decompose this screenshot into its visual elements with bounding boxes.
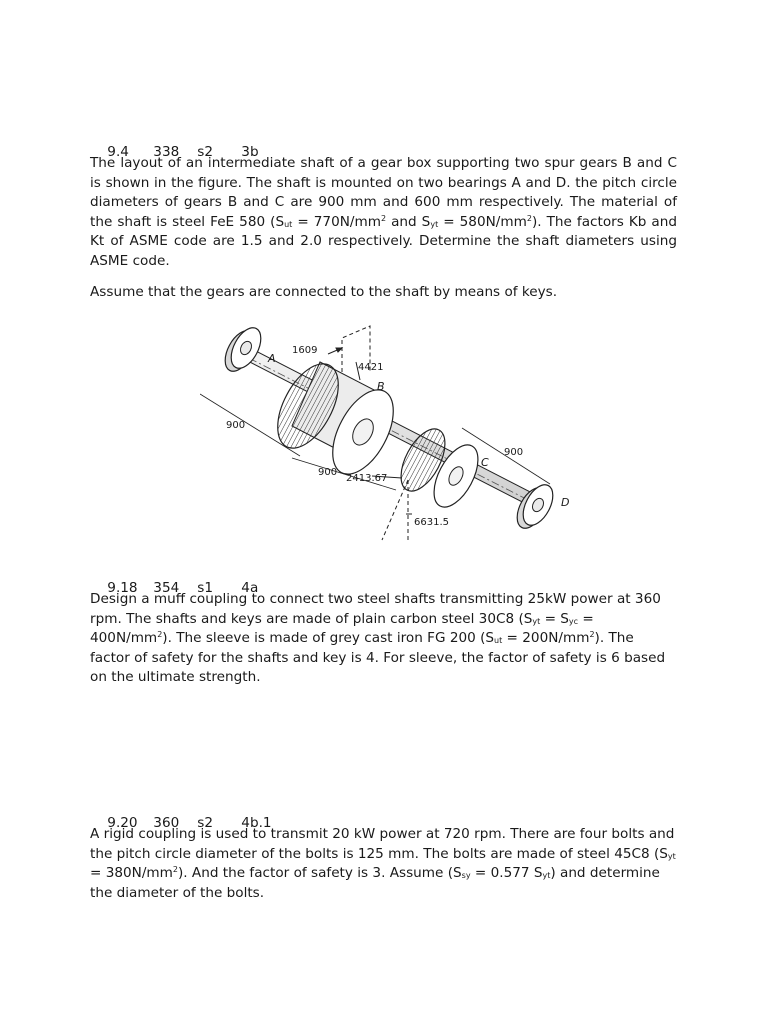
subscript: yt xyxy=(667,851,676,861)
question-ref: 3b xyxy=(241,143,259,160)
problem-statement xyxy=(90,825,677,903)
problem-number: 9.4 xyxy=(107,143,129,160)
subscript: sy xyxy=(461,871,471,880)
semester-ref: s1 xyxy=(197,579,214,596)
subscript: yt xyxy=(532,616,541,626)
superscript: 2 xyxy=(157,630,163,639)
text-run: ). The factor of safety for the shafts and key is 4. For sleeve, the factor of safety is 6 based on the ultimate strength. xyxy=(90,630,666,685)
dim-force-b-horizontal: 1609 xyxy=(292,345,318,356)
problem-statement xyxy=(90,154,677,271)
dim-span-cd: 900 xyxy=(504,447,524,458)
text-run: = 400N/mm xyxy=(90,610,594,646)
text-run: ) and determine the diameter of the bolts. xyxy=(90,865,660,901)
text-run: ). The sleeve is made of grey cast iron FG 200 (S xyxy=(162,630,495,646)
question-ref: 4b.1 xyxy=(241,814,272,831)
dim-span-bc: 900 xyxy=(318,467,338,478)
shaft-figure xyxy=(200,318,590,546)
label-c: C xyxy=(481,456,489,469)
page-ref: 338 xyxy=(153,143,180,160)
text-run: = 200N/mm xyxy=(502,630,590,646)
superscript: 2 xyxy=(380,213,387,223)
problem-number: 9.18 xyxy=(107,579,138,596)
page-ref: 354 xyxy=(153,579,180,596)
text-run: = 0.577 S xyxy=(470,865,543,881)
bearing-a xyxy=(219,323,267,376)
label-d: D xyxy=(561,496,570,509)
dim-force-c-vertical: 6631.5 xyxy=(414,517,449,528)
text-run: ). The factors Kb and Kt of ASME code are 1.5 and 2.0 respectively. Determine the shaft diameters using ASME code. xyxy=(90,213,677,269)
superscript: 2 xyxy=(172,865,178,874)
label-a: A xyxy=(268,352,276,365)
subscript: ut xyxy=(284,219,293,229)
subscript: yc xyxy=(568,616,579,626)
superscript: 2 xyxy=(589,630,595,639)
subscript: yt xyxy=(430,219,439,229)
question-ref: 4a xyxy=(241,579,259,596)
dim-force-b-vertical: 4421 xyxy=(358,362,384,373)
text-run: and S xyxy=(386,213,431,230)
text-run: = 580N/mm xyxy=(438,213,527,230)
problem-number: 9.20 xyxy=(107,814,138,831)
problem-statement xyxy=(90,590,677,688)
text-run: The layout of an intermediate shaft of a gear box supporting two spur gears B and C is shown in the figure. The shaft is mounted on two bearings A and D. the pitch circle diameters of gears B and C are 900 mm and 600 mm respectively. The material of the shaft is steel FeE 580 (S xyxy=(90,155,677,230)
semester-ref: s2 xyxy=(197,814,214,831)
semester-ref: s2 xyxy=(197,143,214,160)
text-run: = 770N/mm xyxy=(292,213,381,230)
superscript: 2 xyxy=(526,213,532,223)
text-run: A rigid coupling is used to transmit 20 kW power at 720 rpm. There are four bolts and the pitch circle diameter of the bolts is 125 mm. The bolts are made of steel 45C8 (S xyxy=(90,826,675,862)
text-run: Design a muff coupling to connect two steel shafts transmitting 25kW power at 360 rpm. The shafts and keys are made of plain carbon steel 30C8 (S xyxy=(90,591,661,627)
page-ref: 360 xyxy=(153,814,180,831)
text-run: = S xyxy=(540,610,569,627)
text-run: = 380N/mm xyxy=(90,865,173,881)
subscript: ut xyxy=(494,636,503,645)
label-b: B xyxy=(377,380,385,393)
problem-note: Assume that the gears are connected to the shaft by means of keys. xyxy=(90,284,558,300)
dim-force-c-horizontal: 2413.67 xyxy=(346,473,388,484)
subscript: yt xyxy=(542,871,551,880)
dim-span-ab: 900 xyxy=(226,420,246,431)
text-run: ). And the factor of safety is 3. Assume (S xyxy=(177,865,462,881)
